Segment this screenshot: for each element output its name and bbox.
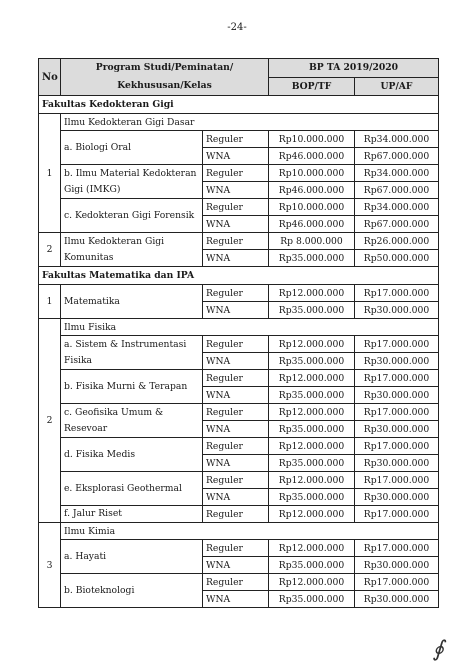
bop-cell: Rp35.000.000 (269, 353, 355, 370)
program-number: 1 (39, 285, 61, 319)
up-cell: Rp17.000.000 (355, 540, 439, 557)
sub-program-name: a. Sistem & Instrumentasi Fisika (61, 336, 203, 370)
bop-cell: Rp12.000.000 (269, 506, 355, 523)
bop-cell: Rp12.000.000 (269, 285, 355, 302)
bop-cell: Rp35.000.000 (269, 302, 355, 319)
class-cell: Reguler (203, 472, 269, 489)
sub-program-name: c. Kedokteran Gigi Forensik (61, 199, 203, 233)
bop-cell: Rp10.000.000 (269, 165, 355, 182)
bop-cell: Rp12.000.000 (269, 540, 355, 557)
up-cell: Rp30.000.000 (355, 353, 439, 370)
program-number: 3 (39, 523, 61, 608)
bop-cell: Rp35.000.000 (269, 489, 355, 506)
class-cell: Reguler (203, 336, 269, 353)
up-cell: Rp30.000.000 (355, 591, 439, 608)
bop-cell: Rp46.000.000 (269, 216, 355, 233)
sub-program-name: f. Jalur Riset (61, 506, 203, 523)
class-cell: WNA (203, 387, 269, 404)
sub-program-name: c. Geofisika Umum & Resevoar (61, 404, 203, 438)
bop-cell: Rp35.000.000 (269, 387, 355, 404)
col-header-program-line2: Kekhususan/Kelas (117, 80, 212, 91)
class-cell: Reguler (203, 285, 269, 302)
up-cell: Rp30.000.000 (355, 421, 439, 438)
table-row (39, 165, 439, 182)
table-row (39, 370, 439, 387)
bop-cell: Rp12.000.000 (269, 574, 355, 591)
up-cell: Rp34.000.000 (355, 131, 439, 148)
sub-program-name: b. Bioteknologi (61, 574, 203, 608)
bop-cell: Rp12.000.000 (269, 472, 355, 489)
program-number: 2 (39, 233, 61, 267)
up-cell: Rp30.000.000 (355, 489, 439, 506)
program-number: 1 (39, 114, 61, 233)
class-cell: WNA (203, 489, 269, 506)
up-cell: Rp17.000.000 (355, 438, 439, 455)
program-row (39, 114, 439, 131)
table-row (39, 131, 439, 148)
program-name: Matematika (61, 285, 203, 319)
table-row (39, 285, 439, 302)
class-cell: Reguler (203, 131, 269, 148)
table-row (39, 404, 439, 421)
up-cell: Rp17.000.000 (355, 472, 439, 489)
bop-cell: Rp12.000.000 (269, 370, 355, 387)
table-row (39, 199, 439, 216)
sub-program-name: e. Eksplorasi Geothermal (61, 472, 203, 506)
class-cell: Reguler (203, 506, 269, 523)
up-cell: Rp17.000.000 (355, 506, 439, 523)
class-cell: WNA (203, 182, 269, 199)
table-row (39, 438, 439, 455)
up-cell: Rp30.000.000 (355, 455, 439, 472)
col-header-bop: BOP/TF (269, 77, 355, 96)
bop-cell: Rp12.000.000 (269, 438, 355, 455)
bop-cell: Rp10.000.000 (269, 131, 355, 148)
up-cell: Rp67.000.000 (355, 216, 439, 233)
class-cell: Reguler (203, 199, 269, 216)
class-cell: WNA (203, 216, 269, 233)
up-cell: Rp17.000.000 (355, 404, 439, 421)
up-cell: Rp30.000.000 (355, 387, 439, 404)
sub-program-name: d. Fisika Medis (61, 438, 203, 472)
sub-program-name: b. Ilmu Material Kedokteran Gigi (IMKG) (61, 165, 203, 199)
class-cell: WNA (203, 557, 269, 574)
up-cell: Rp67.000.000 (355, 182, 439, 199)
class-cell: WNA (203, 591, 269, 608)
class-cell: Reguler (203, 370, 269, 387)
up-cell: Rp67.000.000 (355, 148, 439, 165)
faculty-title: Fakultas Kedokteran Gigi (39, 96, 439, 114)
class-cell: WNA (203, 250, 269, 267)
sub-program-name: b. Fisika Murni & Terapan (61, 370, 203, 404)
bop-cell: Rp35.000.000 (269, 591, 355, 608)
bop-cell: Rp46.000.000 (269, 148, 355, 165)
class-cell: WNA (203, 302, 269, 319)
table-row (39, 336, 439, 353)
up-cell: Rp17.000.000 (355, 336, 439, 353)
up-cell: Rp17.000.000 (355, 370, 439, 387)
table-row (39, 233, 439, 250)
program-row (39, 319, 439, 336)
section-row (39, 96, 439, 114)
class-cell: Reguler (203, 540, 269, 557)
bop-cell: Rp 8.000.000 (269, 233, 355, 250)
bop-cell: Rp35.000.000 (269, 421, 355, 438)
up-cell: Rp17.000.000 (355, 574, 439, 591)
class-cell: Reguler (203, 574, 269, 591)
class-cell: WNA (203, 421, 269, 438)
program-name: Ilmu Fisika (61, 319, 439, 336)
up-cell: Rp50.000.000 (355, 250, 439, 267)
bop-cell: Rp46.000.000 (269, 182, 355, 199)
up-cell: Rp30.000.000 (355, 557, 439, 574)
program-name: Ilmu Kedokteran Gigi Dasar (61, 114, 439, 131)
class-cell: Reguler (203, 438, 269, 455)
faculty-title: Fakultas Matematika dan IPA (39, 267, 439, 285)
class-cell: Reguler (203, 233, 269, 250)
table-row (39, 574, 439, 591)
up-cell: Rp30.000.000 (355, 302, 439, 319)
up-cell: Rp17.000.000 (355, 285, 439, 302)
page-number: -24- (227, 22, 247, 33)
up-cell: Rp34.000.000 (355, 165, 439, 182)
section-row (39, 267, 439, 285)
up-cell: Rp34.000.000 (355, 199, 439, 216)
class-cell: Reguler (203, 165, 269, 182)
bop-cell: Rp10.000.000 (269, 199, 355, 216)
up-cell: Rp26.000.000 (355, 233, 439, 250)
table-body (39, 96, 439, 608)
program-name: Ilmu Kedokteran Gigi Komunitas (61, 233, 203, 267)
sub-program-name: a. Hayati (61, 540, 203, 574)
class-cell: Reguler (203, 404, 269, 421)
class-cell: WNA (203, 148, 269, 165)
bop-cell: Rp35.000.000 (269, 557, 355, 574)
paraf-mark: ∮ (432, 637, 444, 662)
bop-cell: Rp35.000.000 (269, 455, 355, 472)
bop-cell: Rp12.000.000 (269, 336, 355, 353)
table-row (39, 472, 439, 489)
sub-program-name: a. Biologi Oral (61, 131, 203, 165)
table-row (39, 506, 439, 523)
col-header-program-line1: Program Studi/Peminatan/ (95, 62, 234, 73)
bop-cell: Rp12.000.000 (269, 404, 355, 421)
bop-cell: Rp35.000.000 (269, 250, 355, 267)
tuition-table (38, 58, 439, 608)
col-header-no: No (39, 59, 61, 96)
class-cell: WNA (203, 455, 269, 472)
program-row (39, 523, 439, 540)
col-header-up: UP/AF (355, 77, 439, 96)
col-header-bp: BP TA 2019/2020 (269, 59, 439, 78)
program-number: 2 (39, 319, 61, 523)
col-header-program (61, 59, 269, 96)
class-cell: WNA (203, 353, 269, 370)
table-row (39, 540, 439, 557)
program-name: Ilmu Kimia (61, 523, 439, 540)
